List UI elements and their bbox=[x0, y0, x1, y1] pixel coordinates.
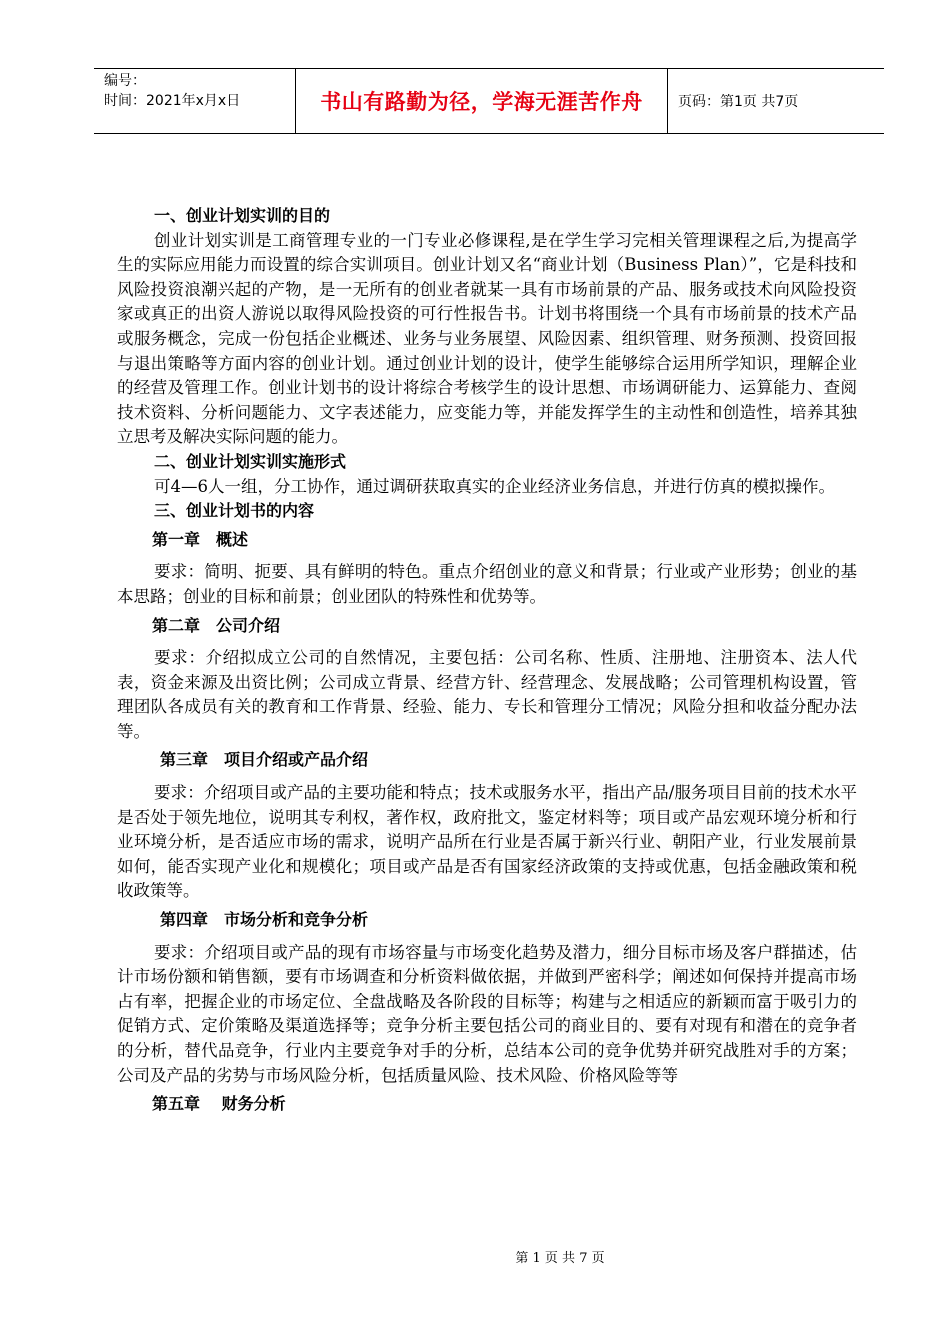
chapter-2-paragraph: 要求：介绍拟成立公司的自然情况，主要包括：公司名称、性质、注册地、注册资本、法人代表，资金来源及出资比例；公司成立背景、经营方针、经营理念、发展战略；公司管理机构设置，管理团队各成员有关的教育和工作背景、经验、能力、专长和管理分工情况；风险分担和收益分配办法等。 bbox=[117, 648, 857, 741]
document-number-label: 编号： bbox=[104, 73, 146, 89]
page-header bbox=[94, 68, 884, 134]
header-page-info: 页码：第1页 共7页 bbox=[678, 94, 799, 110]
chapter-2-heading: 第二章 公司介绍 bbox=[152, 615, 281, 635]
document-time-label: 时间：2021年x月x日 bbox=[104, 93, 241, 109]
chapter-5-heading: 第五章 财务分析 bbox=[152, 1094, 286, 1114]
section-1-heading: 一、创业计划实训的目的 bbox=[154, 206, 331, 225]
chapter-3-paragraph: 要求：介绍项目或产品的主要功能和特点；技术或服务水平，指出产品/服务项目目前的技术水平是否处于领先地位，说明其专利权，著作权，政府批文，鉴定材料等；项目或产品宏观环境分析和行业环境分析，是否适应市场的需求，说明产品所在行业是否属于新兴行业、朝阳产业，行业发展前景如何，能否实现产业化和规模化；项目或产品是否有国家经济政策的支持或优惠，包括金融政策和税收政策等。 bbox=[117, 783, 857, 901]
section-2-heading: 二、创业计划实训实施形式 bbox=[154, 451, 347, 471]
document-body bbox=[117, 204, 857, 1125]
chapter-4-heading: 第四章 市场分析和竞争分析 bbox=[160, 910, 369, 930]
section-3-heading: 三、创业计划书的内容 bbox=[154, 501, 315, 521]
header-motto: 书山有路勤为径，学海无涯苦作舟 bbox=[296, 69, 668, 133]
chapter-1-paragraph: 要求：简明、扼要、具有鲜明的特色。重点介绍创业的意义和背景；行业或产业形势；创业的基本思路；创业的目标和前景；创业团队的特殊性和优势等。 bbox=[117, 562, 857, 606]
section-2-paragraph: 可4—6人一组，分工协作，通过调研获取真实的企业经济业务信息，并进行仿真的模拟操作。 bbox=[154, 476, 835, 496]
section-1-paragraph: 创业计划实训是工商管理专业的一门专业必修课程,是在学生学习完相关管理课程之后,为提高学生的实际应用能力而设置的综合实训项目。创业计划又名“商业计划（Business Plan）”，它是科技和风险投资浪潮兴起的产物，是一无所有的创业者就某一具有市场前景的产品、服务或技术向风险投资家或真正的出资人游说以取得风险投资的可行性报告书。计划书将围绕一个具有市场前景的技术产品或服务概念，完成一份包括企业概述、业务与业务展望、风险因素、组织管理、财务预测、投资回报与退出策略等方面内容的创业计划。通过创业计划的设计，使学生能够综合运用所学知识，理解企业的经营及管理工作。创业计划书的设计将综合考核学生的设计思想、市场调研能力、运算能力、查阅技术资料、分析问题能力、文字表述能力，应变能力等，并能发挥学生的主动性和创造性，培养其独立思考及解决实际问题的能力。 bbox=[117, 230, 857, 447]
chapter-3-heading: 第三章 项目介绍或产品介绍 bbox=[160, 750, 369, 770]
page-footer bbox=[0, 1247, 950, 1266]
chapter-1-heading: 第一章 概述 bbox=[152, 529, 249, 549]
footer-page-number: 第 1 页 共 7 页 bbox=[515, 1251, 605, 1266]
chapter-4-paragraph: 要求：介绍项目或产品的现有市场容量与市场变化趋势及潜力，细分目标市场及客户群描述，估计市场份额和销售额，要有市场调查和分析资料做依据，并做到严密科学；阐述如何保持并提高市场占有率，把握企业的市场定位、全盘战略及各阶段的目标等；构建与之相适应的新颖而富于吸引力的促销方式、定价策略及渠道选择等；竞争分析主要包括公司的商业目的、要有对现有和潜在的竞争者的分析，替代品竞争，行业内主要竞争对手的分析，总结本公司的竞争优势并研究战胜对手的方案；公司及产品的劣势与市场风险分析，包括质量风险、技术风险、价格风险等等 bbox=[117, 942, 857, 1085]
header-meta bbox=[94, 69, 296, 133]
